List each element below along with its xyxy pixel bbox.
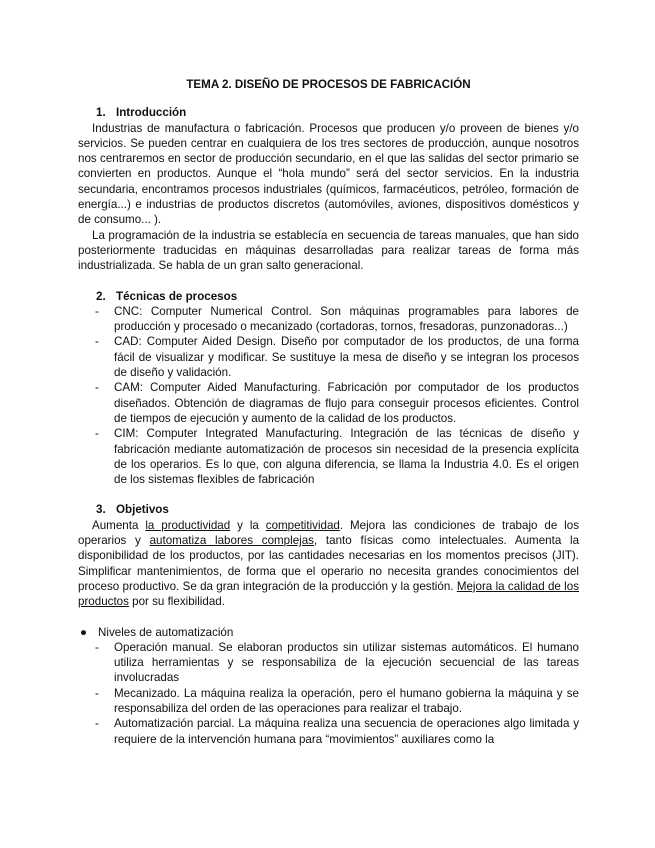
section-number: 3. [96, 503, 106, 517]
document-title: TEMA 2. DISEÑO DE PROCESOS DE FABRICACIÓN [186, 78, 471, 91]
document-page [78, 77, 579, 747]
list-item [78, 686, 579, 717]
paragraph: La programación de la industria se establecía en secuencia de tareas manuales, que han sido posteriormente traducidas en máquinas desarrolladas para realizar tareas de forma más industrializada. Se habla de un gran salto generacional. [78, 228, 579, 273]
paragraph: Industrias de manufactura o fabricación. Procesos que producen y/o proveen de bienes y/o servicios. Se pueden centrar en cualquiera de los tres sectores de producción, aunque nosotros nos centraremos en sector de producción secundario, en el que las salidas del sector primario se convierten en productos. Aunque el “hola mundo” será del sector servicios. En la industria secundaria, encontramos procesos industriales (químicos, farmacéuticos, petróleo, formación de energía...) e industrias de productos discretos (automóviles, aviones, dispositivos domésticos y de consumo... ). [78, 121, 579, 227]
list-item-text: CNC: Computer Numerical Control. Son máquinas programables para labores de producción y procesado o mecanizado (cortadoras, tornos, fresadoras, punzonadoras...) [114, 304, 579, 334]
list-item [78, 640, 579, 686]
dash-marker: - [95, 640, 99, 654]
text-run: Aumenta [92, 518, 146, 532]
list-item [78, 380, 579, 426]
dash-marker: - [95, 686, 99, 700]
dash-marker: - [95, 335, 99, 349]
section-heading-objetivos [78, 502, 579, 517]
underlined-text: la productividad [145, 518, 231, 532]
text-run: por su flexibilidad. [128, 595, 225, 609]
bullet-heading-niveles [78, 625, 579, 640]
underlined-text: competitividad [265, 518, 340, 532]
list-item-text: Mecanizado. La máquina realiza la operación, pero el humano gobierna la máquina y se responsabiliza del orden de las operaciones para realizar el trabajo. [114, 686, 579, 715]
dash-marker: - [95, 717, 99, 731]
list-item [78, 716, 579, 747]
list-item [78, 426, 579, 487]
list-item [78, 304, 579, 335]
text-run: , tanto físicas como intelectuales. Aumenta la disponibilidad de los productos, por las cantidades necesarias en los momentos precisos (JIT). Simplificar mantenimientos, de forma que el operario no necesita grandes conocimientos del proceso productivo. Se da gran integración de la producción y la gestión. [78, 534, 580, 593]
list-item-text: CIM: Computer Integrated Manufacturing. Integración de las técnicas de diseño y fabricación mediante automatización de procesos sin necesidad de la presencia explícita de los operarios. Es lo que, con alguna diferencia, se llama la Industria 4.0. Es el origen de los sistemas flexibles de fabricación [114, 427, 579, 487]
section-heading-tecnicas [78, 289, 579, 304]
section-title: Objetivos [116, 503, 169, 517]
list-item-text: CAM: Computer Aided Manufacturing. Fabricación por computador de los productos diseñados. Obtención de diagramas de flujo para conseguir procesos eficientes. Control de tiempos de ejecución y aumento de la calidad de los productos. [114, 381, 579, 425]
bullet-text: Niveles de automatización [98, 625, 234, 639]
section-title: Técnicas de procesos [116, 289, 238, 303]
section-title: Introducción [116, 106, 187, 120]
levels-list [78, 640, 579, 747]
section-heading-introduccion [78, 105, 579, 120]
underlined-text: Mejora la calidad de los productos [78, 579, 579, 609]
text-run: y la [230, 518, 266, 532]
dash-marker: - [95, 304, 99, 318]
section-number: 2. [96, 289, 106, 303]
underlined-text: automatiza labores complejas [149, 534, 314, 548]
section-number: 1. [96, 106, 106, 120]
dash-marker: - [95, 427, 99, 441]
list-item-text: Automatización parcial. La máquina realiza una secuencia de operaciones algo limitada y requiere de la intervención humana para “movimientos” auxiliares como la [114, 717, 579, 746]
list-item [78, 334, 579, 380]
dash-marker: - [95, 381, 99, 395]
bullet-icon: ● [80, 625, 88, 639]
text-run: . Mejora las condiciones de trabajo de los operarios y [78, 518, 579, 548]
list-item-text: Operación manual. Se elaboran productos sin utilizar sistemas automáticos. El humano utiliza herramientas y se responsabiliza de la ejecución secuencial de las tareas involucradas [114, 640, 579, 685]
list-item-text: CAD: Computer Aided Design. Diseño por computador de los productos, de una forma fácil de visualizar y modificar. Se sustituye la mesa de diseño y se integran los procesos de diseño y validación. [114, 335, 579, 380]
techniques-list [78, 304, 579, 488]
paragraph-objetivos [78, 518, 579, 610]
